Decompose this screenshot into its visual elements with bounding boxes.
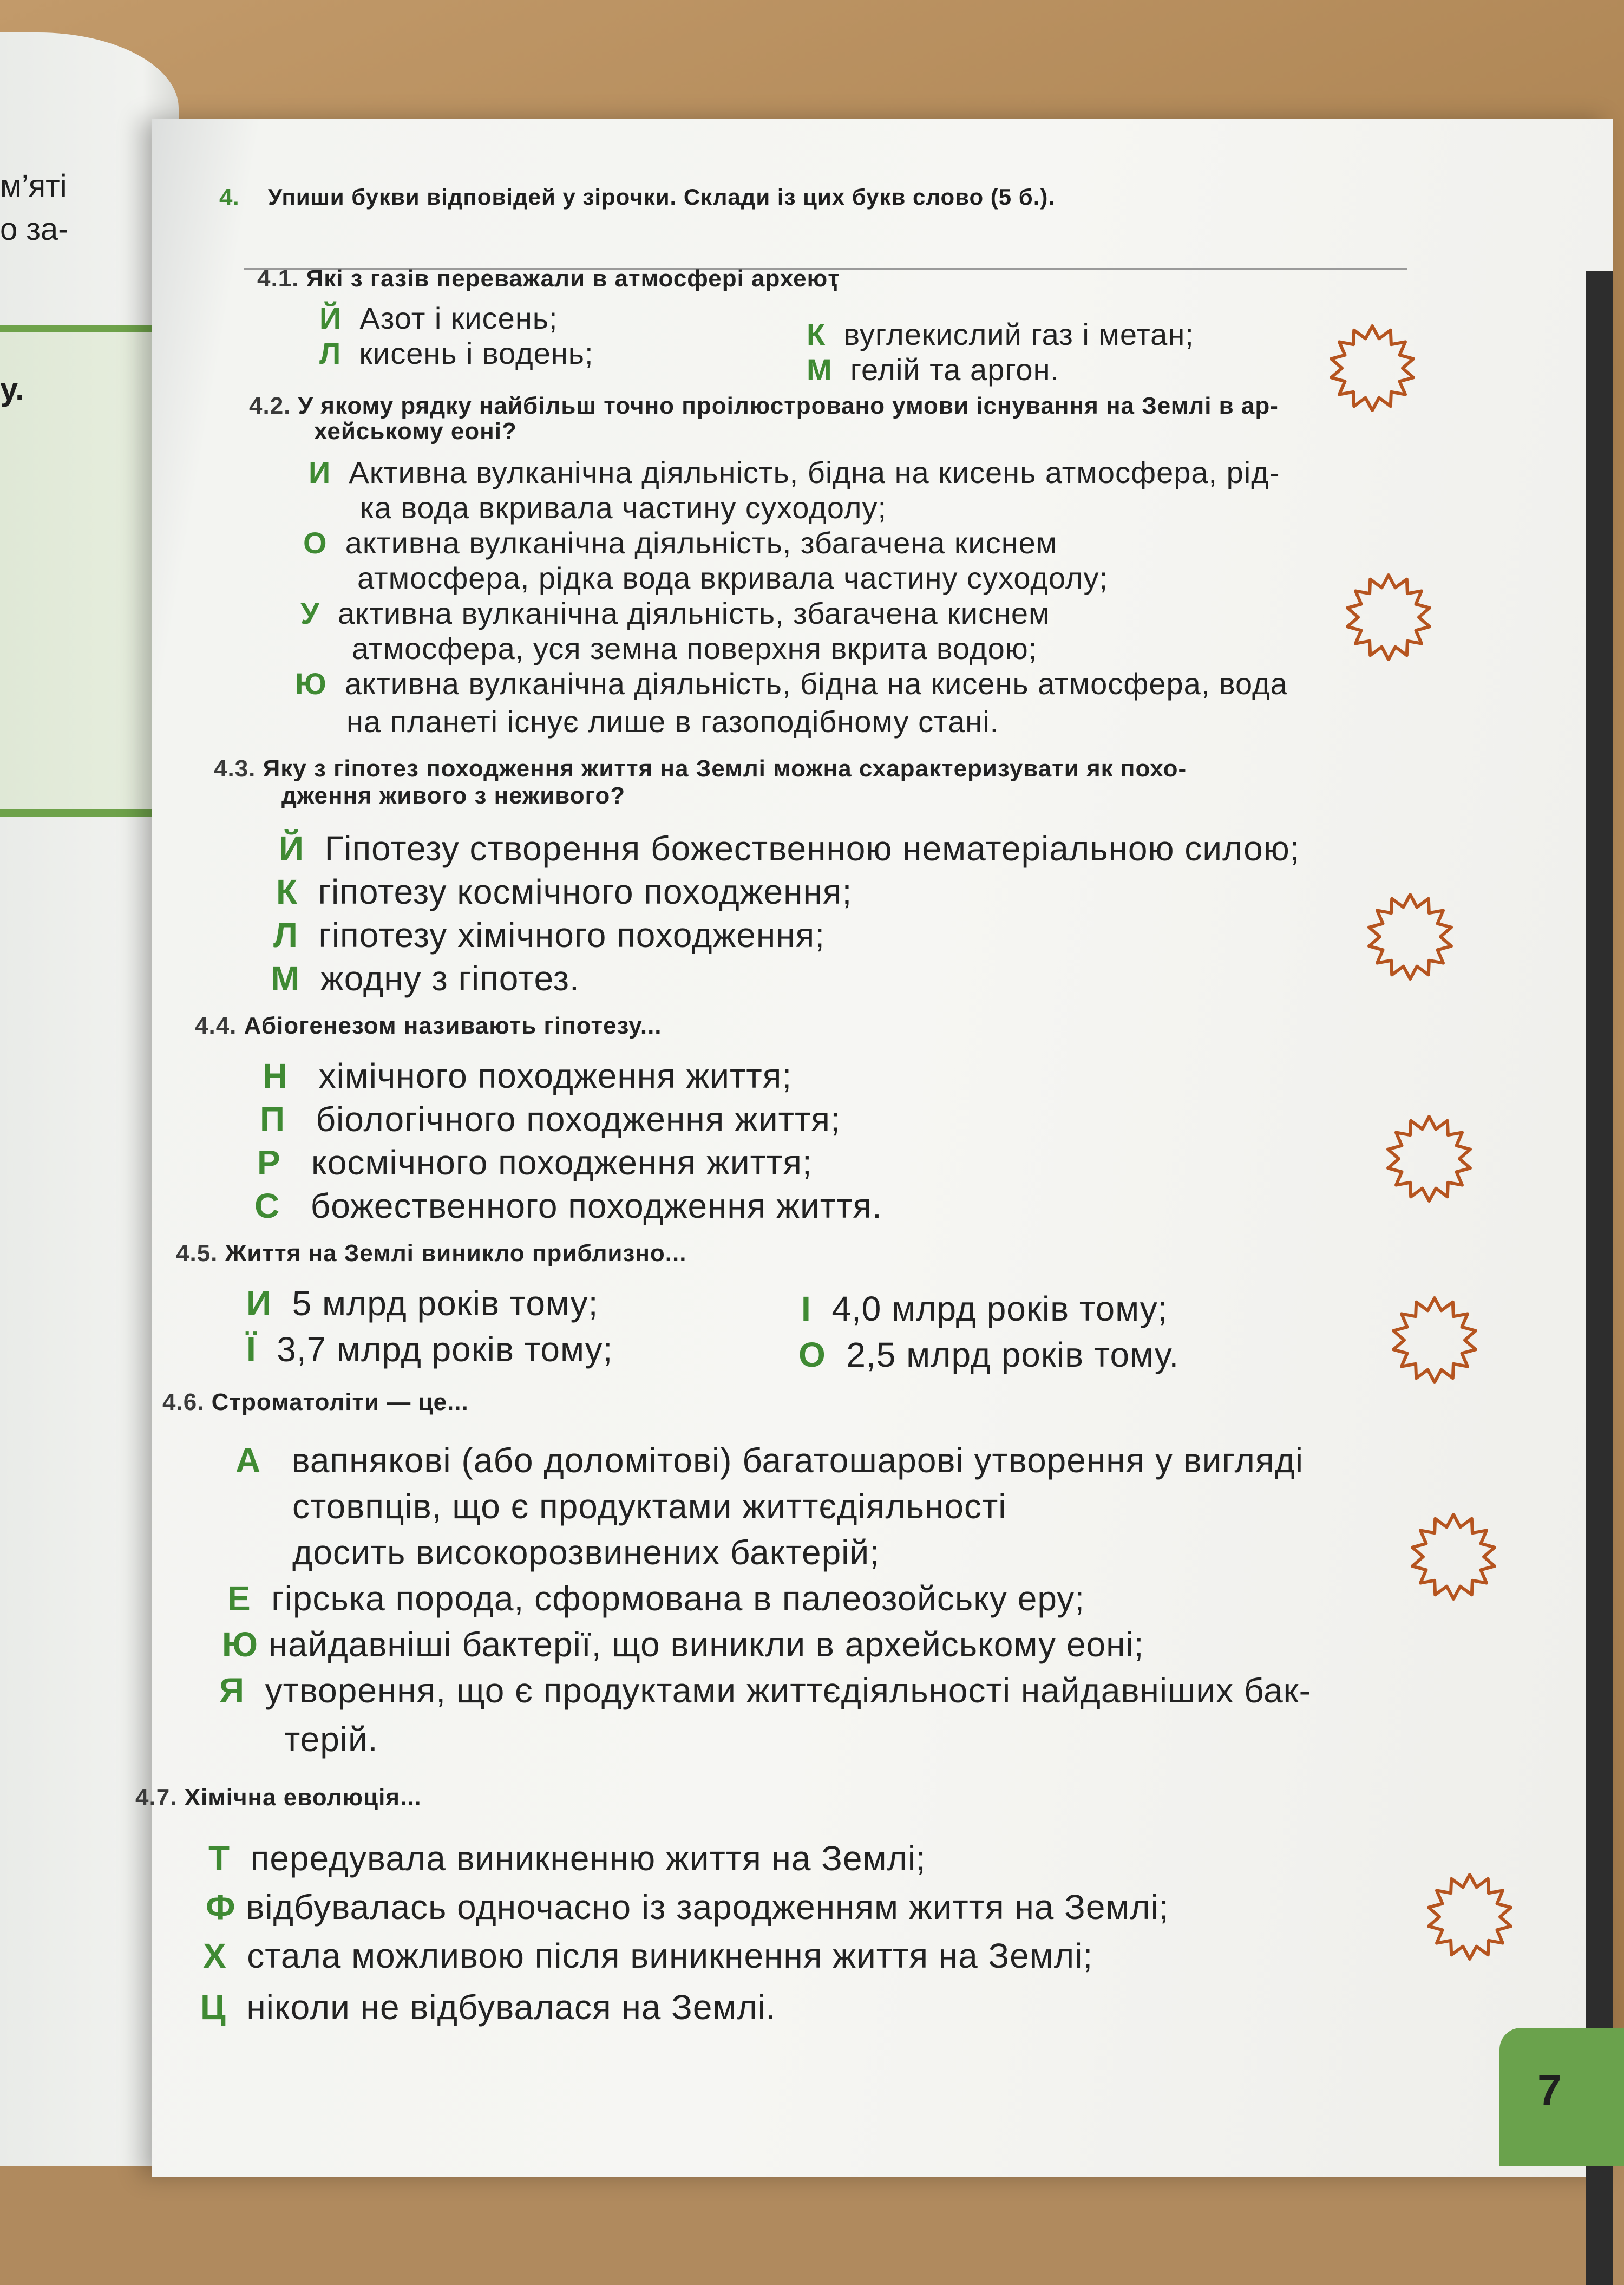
option: Ю найдавніші бактерії, що виникли в архейському еоні; (222, 1625, 1144, 1664)
option: С божественного походження життя. (254, 1186, 882, 1225)
option: К гіпотезу космічного походження; (276, 872, 853, 911)
option: М гелій та аргон. (807, 352, 1060, 387)
option: Ю активна вулканічна діяльність, бідна на кисень атмосфера, вода (295, 667, 1288, 701)
question-4-6: 4.6. Строматоліти — це... (162, 1389, 469, 1415)
option: Я утворення, що є продуктами життєдіяльності найдавніших бак- (219, 1671, 1311, 1710)
question-4-4: 4.4. Абіогенезом називають гіпотезу... (195, 1013, 662, 1039)
option: Й Азот і кисень; (319, 301, 558, 335)
option: И Активна вулканічна діяльність, бідна на кисень атмосфера, рід- (309, 455, 1280, 489)
option-continued: атмосфера, рідка вода вкривала частину суходолу; (357, 561, 1109, 595)
option: Х стала можливою після виникнення життя на Землі; (203, 1936, 1093, 1975)
option: Ф відбувалась одночасно із зародженням життя на Землі; (206, 1888, 1169, 1927)
question-4-2-continued: хейському еоні? (314, 418, 517, 445)
question-4-3-continued: дження живого з неживого? (281, 782, 626, 809)
sunburst-star-icon[interactable] (1383, 1113, 1475, 1205)
question-4-3: 4.3. Яку з гіпотез походження життя на Землі можна схарактеризувати як похо- (214, 755, 1187, 782)
question-4-5: 4.5. Життя на Землі виникло приблизно... (176, 1240, 687, 1266)
question-4-1: 4.1. Які з газів переважали в атмосфері археюҭ (257, 265, 840, 292)
question-4-2: 4.2. У якому рядку найбільш точно проілюстровано умови існування на Землі в ар- (249, 393, 1279, 419)
option: У активна вулканічна діяльність, збагачена киснем (300, 596, 1050, 630)
option: Ї 3,7 млрд років тому; (246, 1330, 613, 1369)
option: И 5 млрд років тому; (246, 1284, 599, 1323)
sunburst-star-icon[interactable] (1389, 1294, 1481, 1386)
option: П біологічного походження життя; (260, 1100, 841, 1139)
option: О 2,5 млрд років тому. (798, 1335, 1180, 1374)
sunburst-star-icon[interactable] (1424, 1871, 1516, 1963)
page-number-tab (1499, 2028, 1624, 2166)
sunburst-star-icon[interactable] (1364, 891, 1456, 983)
option: А вапнякові (або доломітові) багатошарові утворення у вигляді (235, 1441, 1304, 1480)
option-continued: на планеті існує лише в газоподібному стані. (346, 704, 999, 739)
option-continued: ка вода вкривала частину суходолу; (360, 491, 887, 525)
option: Е гірська порода, сформована в палеозойську еру; (227, 1579, 1085, 1618)
option-continued: терій. (284, 1720, 378, 1759)
sunburst-star-icon[interactable] (1343, 571, 1435, 663)
left-page-fragment: м’яті (0, 168, 67, 204)
left-page-fragment: о за- (0, 212, 69, 247)
option: М жодну з гіпотез. (271, 959, 580, 998)
question-4-7: 4.7. Хімічна еволюція... (135, 1784, 422, 1811)
option: Ц ніколи не відбувалася на Землі. (200, 1988, 776, 2027)
option: І 4,0 млрд років тому; (801, 1289, 1168, 1328)
option-continued: атмосфера, уся земна поверхня вкрита водою; (352, 631, 1038, 665)
option: Т передувала виникненню життя на Землі; (208, 1839, 926, 1878)
option: О активна вулканічна діяльність, збагачена киснем (303, 526, 1058, 560)
option-continued: стовпців, що є продуктами життєдіяльності (292, 1487, 1007, 1526)
sunburst-star-icon[interactable] (1326, 322, 1418, 414)
option: Р космічного походження життя; (257, 1143, 813, 1182)
option: Н хімічного походження життя; (263, 1056, 793, 1095)
task-number: 4. (219, 184, 239, 211)
page-number: 7 (1537, 2066, 1562, 2114)
page-edge-shadow (1586, 271, 1613, 2285)
option: Л кисень і водень; (319, 336, 594, 370)
option: Й Гіпотезу створення божественною нематеріальною силою; (279, 829, 1300, 868)
left-page-green-box (0, 325, 162, 817)
sunburst-star-icon[interactable] (1407, 1511, 1499, 1603)
option: К вуглекислий газ і метан; (807, 317, 1194, 351)
option: Л гіпотезу хімічного походження; (273, 916, 825, 955)
left-page-fragment: у. (0, 371, 24, 407)
option-continued: досить високорозвинених бактерій; (292, 1533, 880, 1572)
task-instruction: Упиши букви відповідей у зірочки. Склади із цих букв слово (5 б.). (268, 184, 1056, 210)
